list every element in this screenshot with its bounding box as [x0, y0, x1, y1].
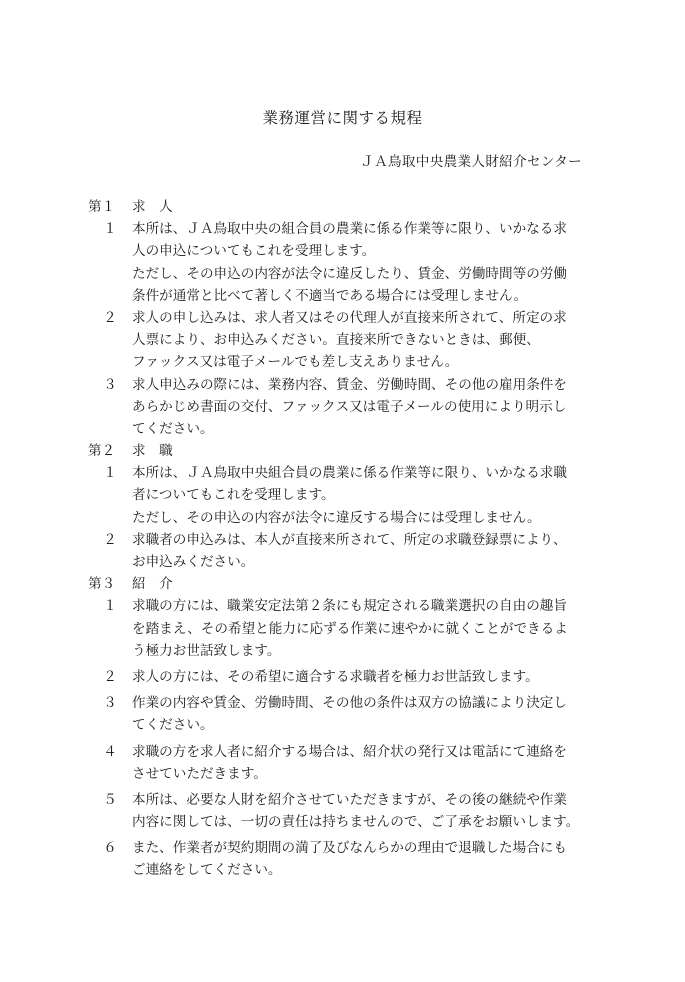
clause — [88, 374, 608, 441]
clause-text: 作業の内容や賃金、労働時間、その他の条件は双方の協議により決定し — [132, 695, 567, 712]
document-title: 業務運営に関する規程 — [262, 109, 423, 127]
clause-continuation-line — [88, 714, 608, 736]
clause-text: あらかじめ書面の交付、ファックス又は電子メールの使用により明示し — [132, 398, 567, 415]
clause-first-line — [88, 837, 608, 859]
clause-text: ただし、その申込の内容が法令に違反する場合には受理しません。 — [132, 509, 541, 526]
clause-text: 内容に関しては、一切の責任は持ちませんので、ご了承をお願いします。 — [132, 814, 580, 831]
document-body — [88, 196, 608, 882]
clause — [88, 462, 608, 529]
clause-text: 求人申込みの際には、業務内容、賃金、労働時間、その他の雇用条件を — [132, 376, 567, 393]
clause-first-line — [88, 218, 608, 240]
clause-continuation-line — [88, 418, 608, 440]
section-number: 第１ — [88, 199, 116, 215]
clause-continuation-line — [88, 484, 608, 506]
clause-continuation-line — [88, 396, 608, 418]
clause-text: 求職者の申込みは、本人が直接来所されて、所定の求職登録票により、 — [132, 531, 567, 548]
clause-first-line — [88, 595, 608, 617]
clause — [88, 307, 608, 374]
clause-text: 求人の方には、その希望に適合する求職者を極力お世話致します。 — [132, 668, 539, 685]
clause-number: １ — [103, 221, 117, 238]
section-number: 第３ — [88, 576, 116, 593]
clause-text: ファックス又は電子メールでも差し支えありません。 — [132, 354, 459, 371]
clause-continuation-line — [88, 859, 608, 881]
clause-text: 本所は、必要な人財を紹介させていただきますが、その後の継続や作業 — [132, 791, 567, 808]
clause — [88, 789, 608, 833]
clause-continuation-line — [88, 263, 608, 285]
clause-number: ６ — [103, 840, 117, 857]
section-title: 求 人 — [132, 199, 173, 215]
clause-first-line — [88, 462, 608, 484]
section-heading — [88, 573, 608, 595]
clause-number: ３ — [103, 376, 117, 393]
clause-continuation-line — [88, 351, 608, 373]
clause — [88, 218, 608, 307]
clause-text: 本所は、ＪＡ鳥取中央の組合員の農業に係る作業等に限り、いかなる求 — [132, 221, 567, 238]
clause-text: 人の申込についてもこれを受理します。 — [132, 243, 376, 260]
clause-continuation-line — [88, 763, 608, 785]
clause-number: ３ — [103, 695, 117, 712]
section-heading — [88, 440, 608, 462]
clause-first-line — [88, 529, 608, 551]
clause-first-line — [88, 692, 608, 714]
clause — [88, 837, 608, 881]
clause-continuation-line — [88, 811, 608, 833]
clause-continuation-line — [88, 240, 608, 262]
clause — [88, 741, 608, 785]
clause-continuation-line — [88, 507, 608, 529]
clause-number: ２ — [103, 531, 117, 548]
organization-name: ＪＡ鳥取中央農業人財紹介センター — [360, 154, 582, 170]
clause-text: を踏まえ、その希望と能力に応ずる作業に速やかに就くことができるよ — [132, 620, 568, 637]
clause-number: １ — [103, 598, 117, 615]
clause-text: う極力お世話致します。 — [132, 642, 281, 659]
clause-text: 人票により、お申込みください。直接来所できないときは、郵便、 — [132, 332, 540, 349]
clause-continuation-line — [88, 618, 608, 640]
section-number: 第２ — [88, 443, 116, 460]
clause-text: 本所は、ＪＡ鳥取中央組合員の農業に係る作業等に限り、いかなる求職 — [132, 465, 567, 482]
clause-text: また、作業者が契約期間の満了及びなんらかの理由で退職した場合にも — [132, 840, 567, 857]
clause-number: ５ — [103, 791, 117, 808]
clause-number: ２ — [103, 309, 117, 326]
clause-text: 求職の方を求人者に紹介する場合は、紹介状の発行又は電話にて連絡を — [132, 743, 567, 760]
clause — [88, 595, 608, 662]
section-heading — [88, 196, 608, 218]
clause-text: ただし、その申込の内容が法令に違反したり、賃金、労働時間等の労働 — [132, 265, 567, 282]
clause-text: 者についてもこれを受理します。 — [132, 487, 335, 504]
clause-continuation-line — [88, 551, 608, 573]
section-title: 紹 介 — [132, 576, 173, 593]
clause-continuation-line — [88, 329, 608, 351]
clause-text: 求人の申し込みは、求人者又はその代理人が直接来所されて、所定の求 — [132, 309, 567, 326]
clause-text: てください。 — [132, 717, 214, 734]
clause-first-line — [88, 307, 608, 329]
clause-number: １ — [103, 465, 117, 482]
clause-text: 求職の方には、職業安定法第２条にも規定される職業選択の自由の趣旨 — [132, 598, 567, 615]
clause-text: てください。 — [132, 420, 214, 437]
clause-first-line — [88, 741, 608, 763]
clause-first-line — [88, 374, 608, 396]
clause-continuation-line — [88, 285, 608, 307]
clause-first-line — [88, 666, 608, 688]
clause — [88, 666, 608, 688]
clause — [88, 529, 608, 573]
clause-continuation-line — [88, 640, 608, 662]
clause-text: ご連絡をしてください。 — [132, 862, 282, 879]
clause-number: ２ — [103, 668, 117, 685]
clause-text: お申込みください。 — [132, 554, 255, 570]
clause-first-line — [88, 789, 608, 811]
clause — [88, 692, 608, 736]
clause-number: ４ — [103, 743, 117, 760]
section-title: 求 職 — [132, 443, 173, 460]
clause-text: 条件が通常と比べて著しく不適当である場合には受理しません。 — [132, 287, 528, 304]
clause-text: させていただきます。 — [132, 765, 267, 782]
